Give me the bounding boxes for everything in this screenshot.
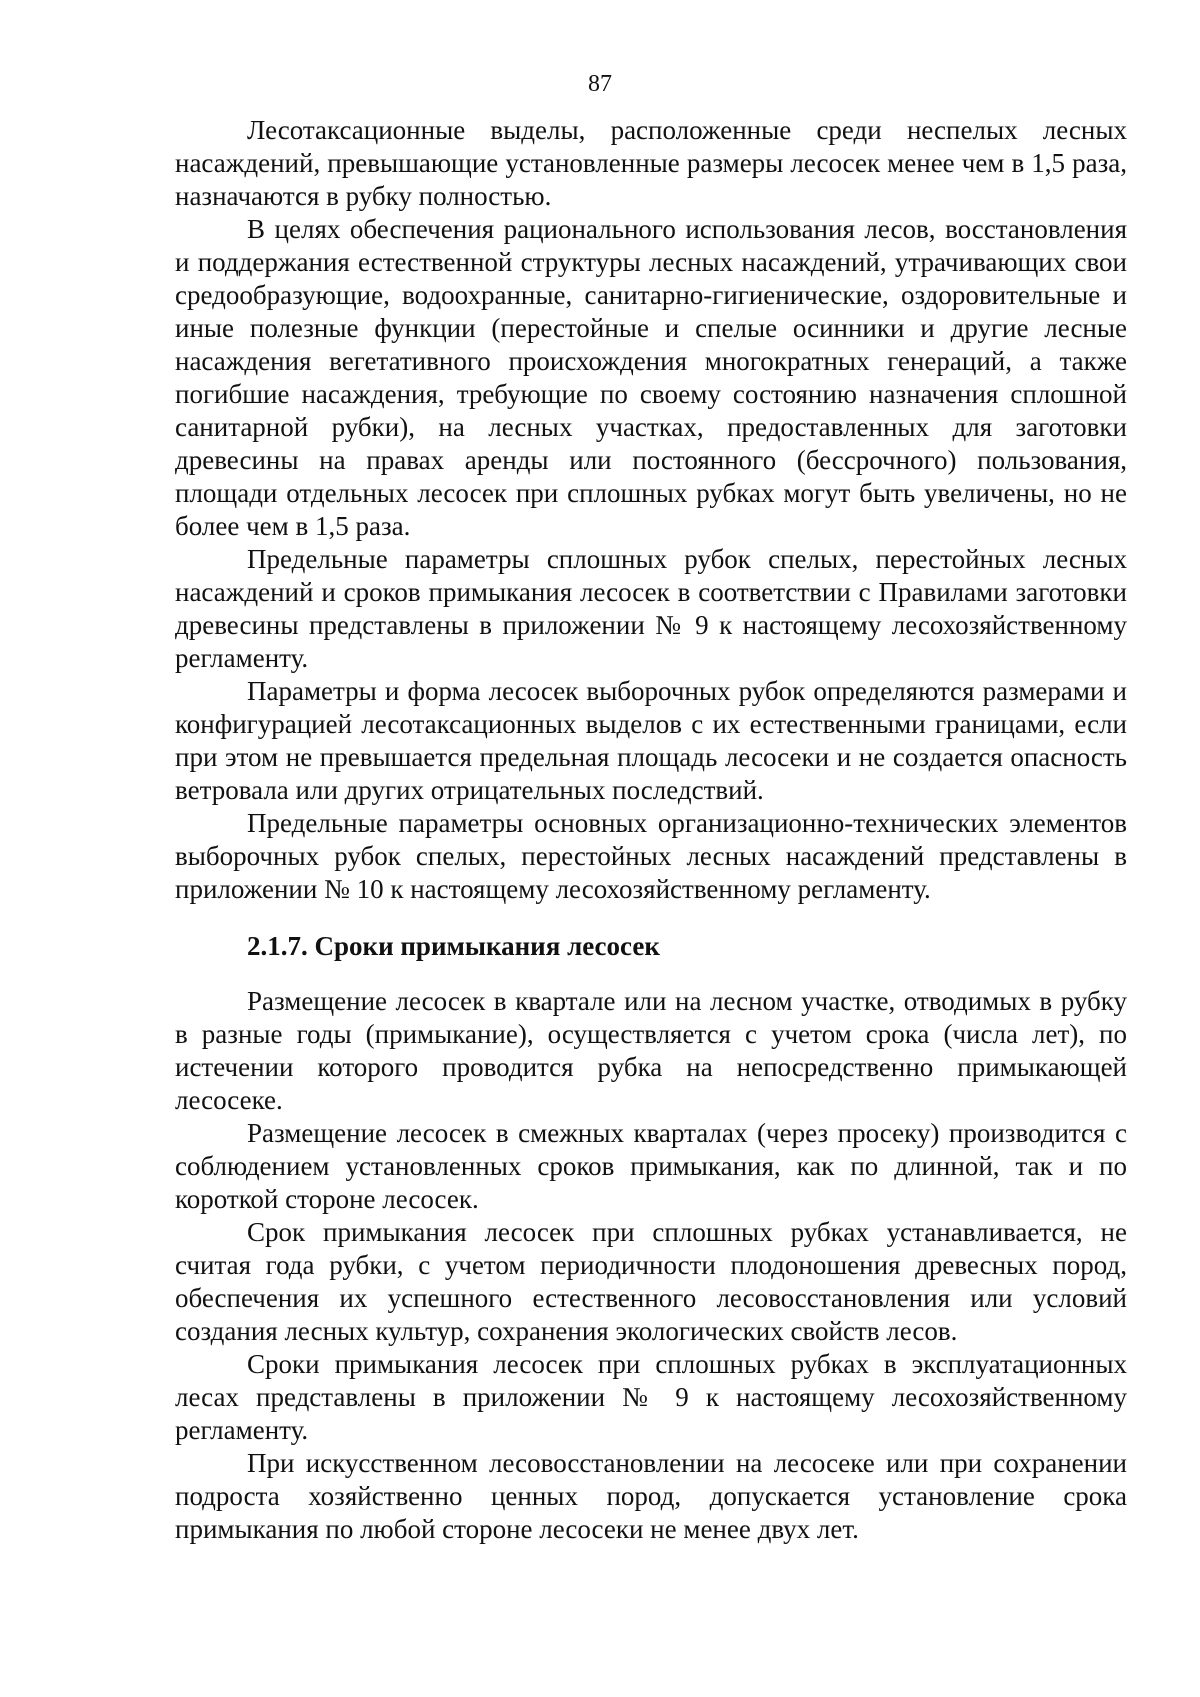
- paragraph: Сроки примыкания лесосек при сплошных рубках в эксплуатационных лесах представлены в приложении № 9 к настоящему лесохозяйственному регламенту.: [175, 1349, 1127, 1445]
- paragraph: Размещение лесосек в смежных кварталах (через просеку) производится с соблюдением установленных сроков примыкания, как по длинной, так и по короткой стороне лесосек.: [175, 1118, 1127, 1214]
- paragraph: При искусственном лесовосстановлении на лесосеке или при сохранении подроста хозяйственно ценных пород, допускается установление срока примыкания по любой стороне лесосеки не менее двух лет.: [175, 1448, 1127, 1544]
- section-heading: 2.1.7. Сроки примыкания лесосек: [247, 931, 660, 961]
- paragraph: Предельные параметры сплошных рубок спелых, перестойных лесных насаждений и сроков примыкания лесосек в соответствии с Правилами заготовки древесины представлены в приложении № 9 к настоящему лесохозяйственному регламенту.: [175, 544, 1127, 673]
- paragraph: Лесотаксационные выделы, расположенные среди неспелых лесных насаждений, превышающие установленные размеры лесосек менее чем в 1,5 раза, назначаются в рубку полностью.: [175, 115, 1127, 211]
- paragraph: Размещение лесосек в квартале или на лесном участке, отводимых в рубку в разные годы (примыкание), осуществляется с учетом срока (числа лет), по истечении которого проводится рубка на непосредственно примыкающей лесосеке.: [175, 986, 1127, 1115]
- paragraph: Параметры и форма лесосек выборочных рубок определяются размерами и конфигурацией лесотаксационных выделов с их естественными границами, если при этом не превышается предельная площадь лесосеки и не создается опасность ветровала или других отрицательных последствий.: [175, 676, 1127, 805]
- document-body: [175, 114, 1127, 1546]
- paragraph: Предельные параметры основных организационно-технических элементов выборочных рубок спелых, перестойных лесных насаждений представлены в приложении № 10 к настоящему лесохозяйственному регламенту.: [175, 808, 1127, 904]
- paragraph: Срок примыкания лесосек при сплошных рубках устанавливается, не считая года рубки, с учетом периодичности плодоношения древесных пород, обеспечения их успешного естественного лесовосстановления или условий создания лесных культур, сохранения экологических свойств лесов.: [175, 1217, 1127, 1346]
- page-number: 87: [588, 71, 612, 97]
- paragraph: В целях обеспечения рационального использования лесов, восстановления и поддержания естественной структуры лесных насаждений, утрачивающих свои средообразующие, водоохранные, санитарно-гигиенические, оздоровительные и иные полезные функции (перестойные и спелые осинники и другие лесные насаждения вегетативного происхождения многократных генераций, а также погибшие насаждения, требующие по своему состоянию назначения сплошной санитарной рубки), на лесных участках, предоставленных для заготовки древесины на правах аренды или постоянного (бессрочного) пользования, площади отдельных лесосек при сплошных рубках могут быть увеличены, но не более чем в 1,5 раза.: [175, 214, 1127, 541]
